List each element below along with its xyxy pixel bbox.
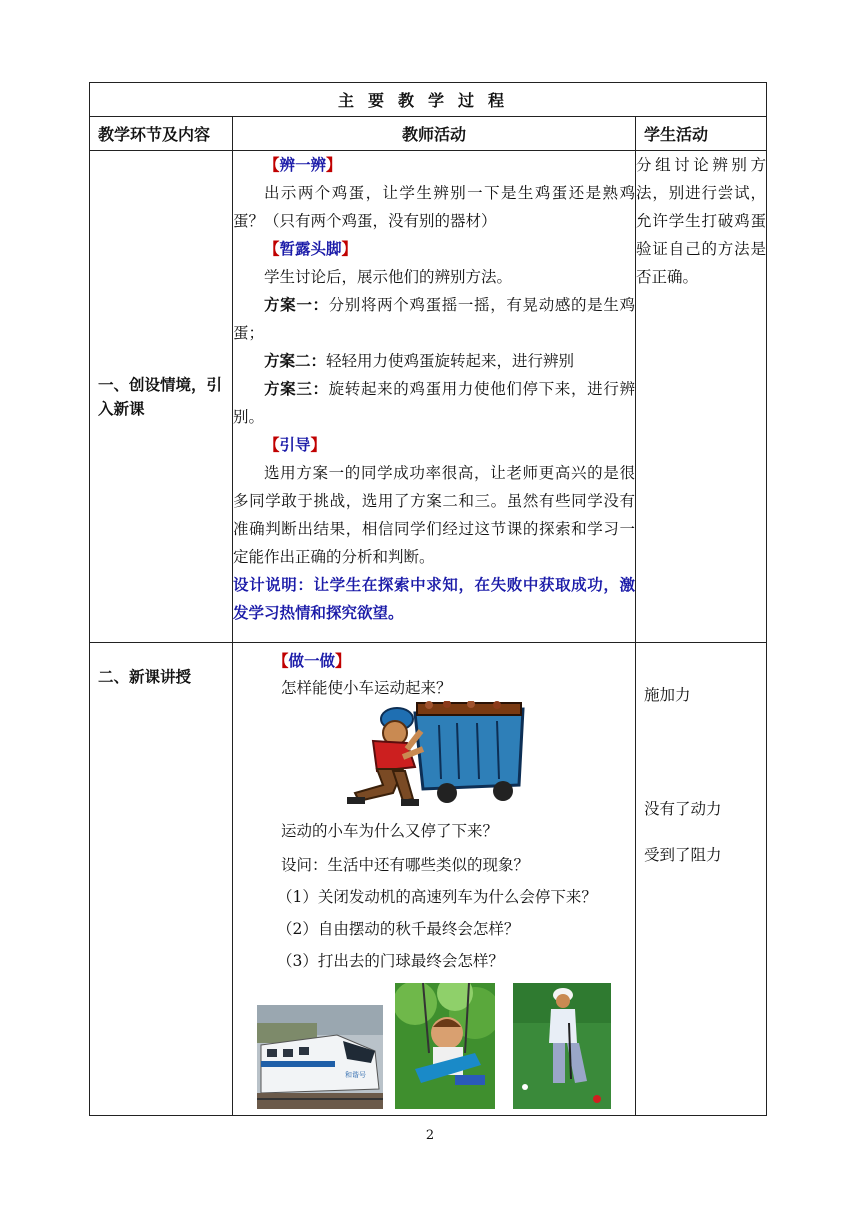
section1-student-text: 分组讨论辨别方法，别进行尝试，允许学生打破鸡蛋验证自己的方法是否正确。 — [636, 156, 767, 286]
train-photo — [257, 1005, 383, 1109]
section1-plan-2: 方案二：轻轻用力使鸡蛋旋转起来，进行辨别 — [264, 352, 575, 370]
section1-plan-1: 方案一：分别将两个鸡蛋摇一摇，有晃动感的是生鸡蛋； — [233, 296, 635, 342]
section1-paragraph-1: 出示两个鸡蛋，让学生辨别一下是生鸡蛋还是熟鸡蛋？（只有两个鸡蛋，没有别的器材） — [233, 184, 635, 230]
section1-design-note: 设计说明：让学生在探索中求知，在失败中获取成功，激发学习热情和探究欲望。 — [233, 576, 635, 622]
section2-student-cell — [636, 643, 767, 1116]
section2-stage-cell — [90, 643, 233, 1116]
section1-paragraph-3: 选用方案一的同学成功率很高，让老师更高兴的是很多同学敢于挑战，选用了方案二和三。虽然有些同学没有准确判断出结果，相信同学们经过这节课的探索和学习一定能作出正确的分析和判断。 — [233, 464, 635, 566]
photo-row — [241, 983, 627, 1115]
section1-plan-3: 方案三：旋转起来的鸡蛋用力使他们停下来，进行辨别。 — [233, 380, 635, 426]
section1-heading-1: 【辨一辨】 — [264, 156, 342, 174]
golf-photo — [513, 983, 611, 1109]
section1-teacher-cell — [233, 151, 636, 643]
section2-item-1: （1）关闭发动机的高速列车为什么会停下来？ — [277, 888, 597, 906]
section2-teacher-cell — [233, 643, 636, 1116]
section2-student-3: 受到了阻力 — [644, 846, 722, 864]
section2-heading-1: 【做一做】 — [273, 652, 351, 670]
page-number: 2 — [425, 1128, 435, 1143]
section2-student-1: 施加力 — [644, 686, 691, 704]
section1-label: 一、创设情境，引入新课 — [98, 375, 223, 418]
train-caption: 和谐号 — [345, 1071, 366, 1079]
section2-label: 二、新课讲授 — [98, 668, 192, 686]
swing-photo — [395, 983, 495, 1109]
section2-student-2: 没有了动力 — [644, 800, 722, 818]
section2-question-2: 运动的小车为什么又停了下来？ — [281, 822, 499, 840]
lesson-table — [89, 82, 767, 1116]
section2-item-2: （2）自由摆动的秋千最终会怎样？ — [277, 920, 520, 938]
header-teacher: 教师活动 — [233, 117, 636, 151]
section1-student-cell — [636, 151, 767, 643]
section1-heading-3: 【引导】 — [264, 436, 327, 454]
section1-paragraph-2: 学生讨论后，展示他们的辨别方法。 — [264, 268, 513, 286]
header-stage: 教学环节及内容 — [90, 117, 233, 151]
section2-question-1: 怎样能使小车运动起来？ — [281, 679, 452, 697]
section1-heading-2: 【暂露头脚】 — [264, 240, 358, 258]
cart-illustration — [241, 701, 627, 813]
table-title: 主要教学过程 — [90, 83, 767, 117]
push-cart-image — [337, 701, 537, 813]
section2-question-3: 设问：生活中还有哪些类似的现象？ — [281, 856, 530, 874]
header-student: 学生活动 — [636, 117, 767, 151]
section1-stage-cell — [90, 151, 233, 643]
section2-item-3: （3）打出去的门球最终会怎样？ — [277, 952, 504, 970]
